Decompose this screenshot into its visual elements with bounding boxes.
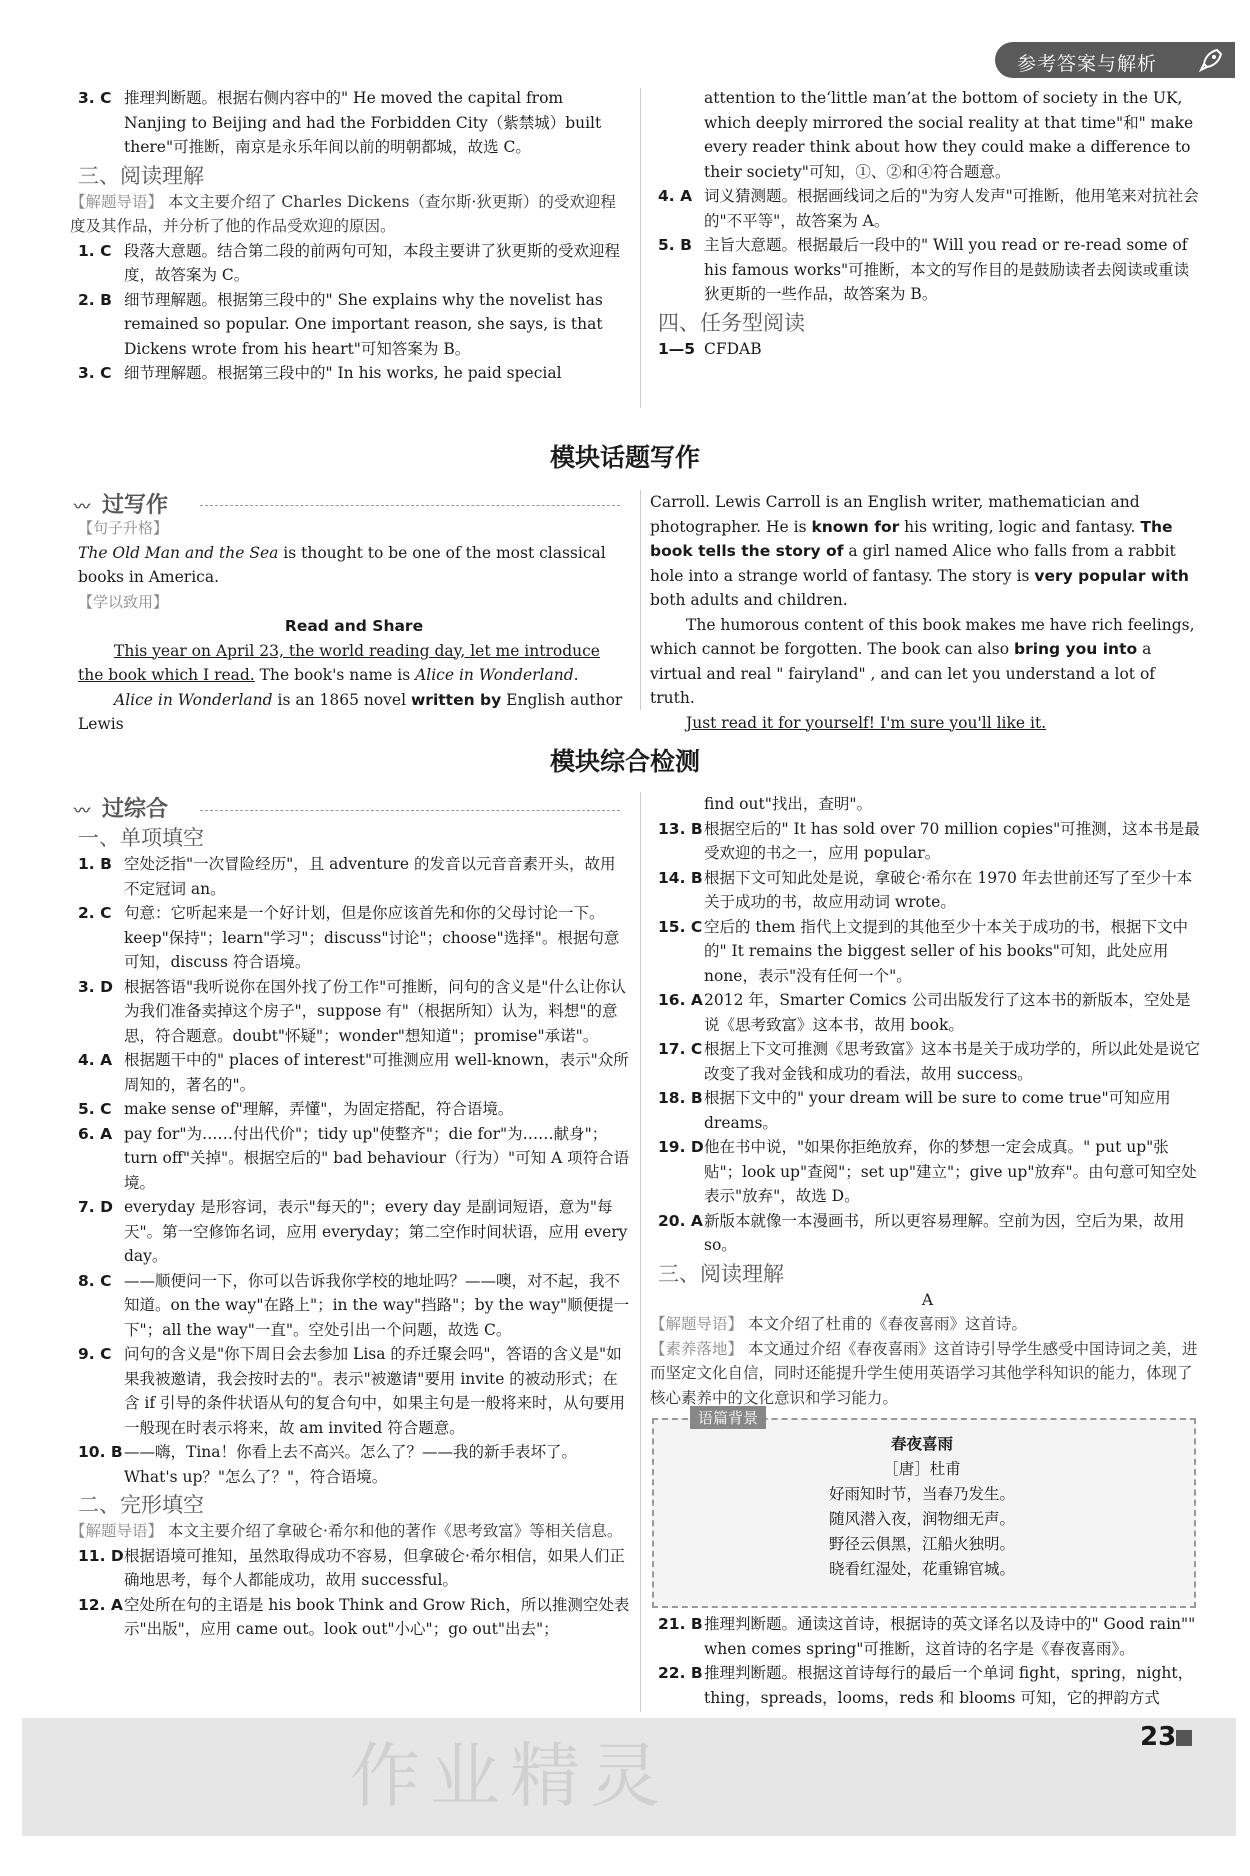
page-number: 23 bbox=[1140, 1722, 1177, 1752]
top-right-column bbox=[650, 86, 1200, 361]
column-divider bbox=[640, 792, 641, 1712]
watermark: 作业精灵 bbox=[350, 1735, 670, 1817]
answer-text: 推理判断题。根据右侧内容中的" He moved the capital from Nanjing to Beijing and had the Forbidden City（紫禁城）built there"可推断，南京是永乐年间以前的明朝都城，故选 C。 bbox=[124, 89, 602, 156]
answer-item bbox=[70, 1342, 630, 1440]
section-heading: 三、阅读理解 bbox=[78, 163, 204, 188]
answer-item bbox=[650, 1661, 1205, 1710]
answer-number: 4. A bbox=[78, 1051, 113, 1069]
answer-text: 主旨大意题。根据最后一段中的" Will you read or re-read some of his famous works"可推断，本文的写作目的是鼓励读者去阅读或重读狄更斯的一些作品，故答案为 B。 bbox=[704, 236, 1190, 303]
guide-text: 本文介绍了杜甫的《春夜喜雨》这首诗。 bbox=[747, 1315, 1027, 1333]
answer-item bbox=[650, 184, 1200, 233]
section-heading: 一、单项填空 bbox=[78, 826, 204, 850]
wave-icon: 〰 bbox=[74, 801, 91, 820]
section-heading: 三、阅读理解 bbox=[658, 1261, 784, 1286]
answer-number: 19. D bbox=[658, 1138, 704, 1156]
guide-tag: 【解题导语】 bbox=[650, 1315, 744, 1333]
answer-item bbox=[70, 239, 630, 288]
answer-number: 15. C bbox=[658, 917, 703, 936]
passage-label: A bbox=[921, 1290, 934, 1309]
guide-note bbox=[70, 1519, 630, 1544]
answer-text: 问句的含义是"你下周日会去参加 Lisa 的乔迁聚会吗"，答语的含义是"如果我被邀请，我会按时去的"。表示"被邀请"要用 invite 的被动形式；在含 if 引导的条件状语从句的复合句中，如果主句是一般将来时，从句要用一般现在时表示将来，故 am invited 符合题意。 bbox=[124, 1345, 626, 1437]
answer-item bbox=[650, 1086, 1205, 1135]
answer-number: 5. C bbox=[78, 1100, 112, 1118]
answer-item bbox=[650, 1037, 1205, 1086]
writing-head-label: 过写作 bbox=[102, 493, 169, 518]
essay-paragraph-1: This year on April 23, the world reading day, let me introduce the book which I read. The book's name is Alice in Wonderland. bbox=[78, 641, 600, 684]
divider bbox=[200, 505, 620, 506]
answer-number: 2. C bbox=[78, 904, 112, 922]
poem-tag: 语篇背景 bbox=[690, 1406, 766, 1429]
guide-text: 本文主要介绍了 Charles Dickens（查尔斯·狄更斯）的受欢迎程度及其作品，并分析了他的作品受欢迎的原因。 bbox=[70, 192, 616, 235]
guide-note bbox=[70, 190, 630, 239]
column-divider bbox=[640, 490, 641, 710]
test-head bbox=[74, 792, 168, 823]
answer-number: 4. A bbox=[658, 187, 693, 205]
answer-number: 2. B bbox=[78, 290, 112, 309]
answer-number: 5. B bbox=[658, 236, 692, 254]
header-banner bbox=[995, 42, 1235, 78]
answer-item bbox=[650, 817, 1205, 866]
answer-text: make sense of"理解，弄懂"，为固定搭配，符合语境。 bbox=[124, 1100, 514, 1118]
answer-number: 7. D bbox=[78, 1198, 113, 1216]
answer-item bbox=[70, 288, 630, 362]
answer-continuation: find out"找出，查明"。 bbox=[704, 795, 872, 813]
tag-sentence-upgrade: 【句子升格】 bbox=[78, 519, 169, 537]
answer-text: ——嗨，Tina！你看上去不高兴。怎么了？——我的新手表坏了。What's up？"怎么了？"，符合语境。 bbox=[124, 1443, 578, 1486]
writing-head bbox=[74, 488, 168, 519]
guide-tag: 【解题导语】 bbox=[70, 1522, 164, 1540]
answer-text: 推理判断题。通读这首诗，根据诗的英文译名以及诗中的" Good rain"" when comes spring"可推断，这首诗的名字是《春夜喜雨》。 bbox=[704, 1615, 1196, 1658]
guide-tag: 【素养落地】 bbox=[650, 1339, 744, 1358]
rocket-icon bbox=[1197, 46, 1225, 74]
answer-number: 9. C bbox=[78, 1345, 112, 1363]
test-right-after bbox=[650, 1612, 1205, 1710]
answer-text: ——顺便问一下，你可以告诉我你学校的地址吗？——噢，对不起，我不知道。on the way"在路上"；in the way"挡路"；by the way"顺便提一下"；all the way"一直"。空处引出一个问题，故选 C。 bbox=[124, 1271, 630, 1339]
test-right-column bbox=[650, 792, 1205, 1410]
writing-title: 模块话题写作 bbox=[549, 443, 700, 472]
essay-title: Read and Share bbox=[284, 617, 424, 635]
answer-text: 细节理解题。根据第三段中的" She explains why the novelist has remained so popular. One important reason, she says, is that Dickens wrote from his heart"可知答案为 B。 bbox=[124, 290, 603, 358]
answer-text: 根据上下文可推测《思考致富》这本书是关于成功学的，所以此处是说它改变了我对金钱和成功的看法，故用 success。 bbox=[704, 1040, 1201, 1083]
answer-text: 句意：它听起来是一个好计划，但是你应该首先和你的父母讨论一下。keep"保持"；learn"学习"；discuss"讨论"；choose"选择"。根据句意可知，discuss 符合语境。 bbox=[124, 904, 620, 971]
answer-text: 空后的 them 指代上文提到的其他至少十本关于成功的书，根据下文中的" It remains the biggest seller of his books"可知，此处应用 none，表示"没有任何一个"。 bbox=[704, 917, 1188, 985]
answer-number: 11. D bbox=[78, 1546, 124, 1565]
answer-number: 16. A bbox=[658, 991, 703, 1009]
answer-number: 12. A bbox=[78, 1595, 123, 1614]
test-title: 模块综合检测 bbox=[549, 747, 700, 776]
answer-item bbox=[70, 1269, 630, 1343]
answer-continuation: attention to the‘little man’at the bottom of society in the UK, which deeply mirrored the social reality at that time"和" make every reader think about how they could make a difference to their society"可知，①、②和④符合题意。 bbox=[704, 89, 1194, 181]
answer-item bbox=[70, 361, 630, 386]
essay-paragraph-2: Alice in Wonderland is an 1865 novel written by English author Lewis bbox=[78, 690, 623, 733]
answer-number: 18. B bbox=[658, 1089, 703, 1107]
answer-number: 3. C bbox=[78, 364, 112, 382]
column-divider bbox=[640, 88, 641, 408]
header-label: 参考答案与解析 bbox=[1017, 53, 1158, 75]
answer-text: pay for"为……付出代价"；tidy up"使整齐"；die for"为……献身"；turn off"关掉"。根据空后的" bad behaviour（行为）"可知 A 项符合语境。 bbox=[124, 1124, 630, 1192]
answer-number: 13. B bbox=[658, 819, 703, 838]
top-left-column bbox=[70, 86, 630, 386]
answer-item bbox=[650, 1135, 1205, 1209]
answer-number: 22. B bbox=[658, 1664, 703, 1682]
answer-number: 1. B bbox=[78, 855, 112, 873]
essay-paragraph-4: Just read it for yourself! I'm sure you'll like it. bbox=[686, 713, 1047, 732]
answer-text: 段落大意题。结合第二段的前两句可知，本段主要讲了狄更斯的受欢迎程度，故答案为 C。 bbox=[124, 241, 621, 284]
answer-item bbox=[650, 866, 1205, 915]
answer-text: 空处泛指"一次冒险经历"，且 adventure 的发音以元音音素开头，故用不定冠词 an。 bbox=[124, 855, 616, 898]
answer-number: 17. C bbox=[658, 1040, 703, 1058]
poem-line: 晓看红湿处，花重锦官城。 bbox=[828, 1560, 1015, 1578]
guide-note bbox=[650, 1337, 1205, 1411]
essay-paragraph-3: The humorous content of this book makes me have rich feelings, which cannot be forgotten. The book can also bring you into a virtual and real " fairyland" , and can let you understand a lot of truth. bbox=[650, 615, 1195, 707]
test-left-column bbox=[70, 822, 630, 1642]
answer-text: 空处所在句的主语是 his book Think and Grow Rich，所以推测空处表示"出版"，应用 came out。look out"小心"；go out"出去"； bbox=[124, 1595, 630, 1638]
poem-line: 野径云俱黑，江船火独明。 bbox=[828, 1535, 1015, 1553]
answer-text: 根据语境可推知，虽然取得成功不容易，但拿破仑·希尔相信，如果人们正确地思考，每个人都能成功，故用 successful。 bbox=[124, 1546, 625, 1589]
answer-text: 新版本就像一本漫画书，所以更容易理解。空前为因，空后为果，故用 so。 bbox=[704, 1211, 1185, 1254]
answer-text: CFDAB bbox=[704, 339, 762, 358]
answer-number: 21. B bbox=[658, 1615, 703, 1633]
answer-item bbox=[650, 915, 1205, 989]
page-square-icon bbox=[1176, 1730, 1192, 1746]
poem bbox=[652, 1432, 1192, 1582]
answer-item bbox=[70, 1195, 630, 1269]
answer-item bbox=[650, 1209, 1205, 1258]
answer-number: 1—5 bbox=[658, 339, 696, 358]
answer-number: 6. A bbox=[78, 1124, 113, 1143]
guide-text: 本文主要介绍了拿破仑·希尔和他的著作《思考致富》等相关信息。 bbox=[167, 1522, 623, 1540]
answer-item bbox=[650, 337, 1200, 362]
answer-text: 根据答语"我听说你在国外找了份工作"可推断，问句的含义是"什么让你认为我们准备卖掉这个房子"，suppose 有"（根据所知）认为，料想"的意思，符合题意。doubt"怀疑"；wonder"想知道"；promise"承诺"。 bbox=[124, 977, 626, 1045]
writing-left bbox=[78, 516, 630, 733]
answer-number: 14. B bbox=[658, 868, 703, 887]
answer-text: 2012 年，Smarter Comics 公司出版发行了这本书的新版本，空处是说《思考致富》这本书，故用 book。 bbox=[704, 991, 1191, 1034]
section-heading: 二、完形填空 bbox=[78, 1493, 204, 1517]
answer-number: 3. D bbox=[78, 977, 113, 996]
answer-item bbox=[650, 988, 1205, 1037]
poem-author: ［唐］杜甫 bbox=[883, 1460, 961, 1478]
answer-number: 1. C bbox=[78, 241, 112, 260]
answer-number: 8. C bbox=[78, 1271, 112, 1290]
answer-text: 根据下文可知此处是说，拿破仑·希尔在 1970 年去世前还写了至少十本关于成功的书，故应用动词 wrote。 bbox=[704, 868, 1193, 911]
poem-line: 随风潜入夜，润物细无声。 bbox=[828, 1510, 1015, 1528]
section-heading: 四、任务型阅读 bbox=[658, 310, 805, 335]
guide-tag: 【解题导语】 bbox=[70, 192, 164, 211]
guide-note bbox=[650, 1312, 1205, 1337]
answer-text: 根据下文中的" your dream will be sure to come true"可知应用 dreams。 bbox=[704, 1089, 1171, 1132]
answer-item bbox=[70, 86, 630, 160]
answer-text: 根据题干中的" places of interest"可推测应用 well-known，表示"众所周知的，著名的"。 bbox=[124, 1051, 629, 1094]
guide-text: 本文通过介绍《春夜喜雨》这首诗引导学生感受中国诗词之美，进而坚定文化自信，同时还能提升学生使用英语学习其他学科知识的能力，体现了核心素养中的文化意识和学习能力。 bbox=[650, 1339, 1198, 1407]
answer-item bbox=[650, 233, 1200, 307]
wave-icon: 〰 bbox=[74, 497, 91, 516]
poem-line: 好雨知时节，当春乃发生。 bbox=[828, 1485, 1015, 1503]
answer-text: 细节理解题。根据第三段中的" In his works, he paid special bbox=[124, 364, 562, 382]
test-head-label: 过综合 bbox=[102, 797, 169, 822]
poem-title: 春夜喜雨 bbox=[890, 1435, 953, 1453]
writing-right bbox=[650, 490, 1202, 735]
answer-item bbox=[70, 1440, 630, 1489]
answer-item bbox=[70, 975, 630, 1049]
tag-apply: 【学以致用】 bbox=[78, 592, 169, 611]
answer-item bbox=[70, 1097, 630, 1122]
answer-text: 词义猜测题。根据画线词之后的"为穷人发声"可推断，他用笔来对抗社会的"不平等"，故答案为 A。 bbox=[704, 187, 1199, 230]
answer-item bbox=[70, 1048, 630, 1097]
essay-paragraph-2-cont: Carroll. Lewis Carroll is an English writer, mathematician and photographer. He is known for his writing, logic and fantasy. The book tells the story of a girl named Alice who falls from a rabbit hole into a strange world of fantasy. The story is very popular with both adults and children. bbox=[650, 493, 1189, 609]
answer-number: 20. A bbox=[658, 1211, 703, 1230]
answer-number: 3. C bbox=[78, 89, 112, 107]
answer-text: 他在书中说，"如果你拒绝放弃，你的梦想一定会成真。" put up"张贴"；look up"查阅"；set up"建立"；give up"放弃"。由句意可知空处表示"放弃"，故选 D。 bbox=[704, 1138, 1197, 1205]
answer-item bbox=[650, 1612, 1205, 1661]
answer-number: 10. B bbox=[78, 1443, 123, 1461]
answer-text: everyday 是形容词，表示"每天的"；every day 是副词短语，意为"每天"。第一空修饰名词，应用 everyday；第二空作时间状语，应用 every day。 bbox=[124, 1198, 628, 1265]
divider bbox=[200, 810, 620, 811]
answer-text: 根据空后的" It has sold over 70 million copies"可推测，这本书是最受欢迎的书之一，应用 popular。 bbox=[704, 819, 1200, 862]
answer-text: 推理判断题。根据这首诗每行的最后一个单词 fight，spring，night，thing，spreads，looms，reds 和 blooms 可知，它的押韵方式 bbox=[704, 1664, 1194, 1707]
answer-item bbox=[70, 1593, 630, 1642]
answer-item bbox=[70, 1544, 630, 1593]
answer-item bbox=[70, 852, 630, 901]
answer-item bbox=[70, 1122, 630, 1196]
answer-item bbox=[70, 901, 630, 975]
upgraded-sentence: The Old Man and the Sea is thought to be one of the most classical books in America. bbox=[78, 543, 606, 586]
